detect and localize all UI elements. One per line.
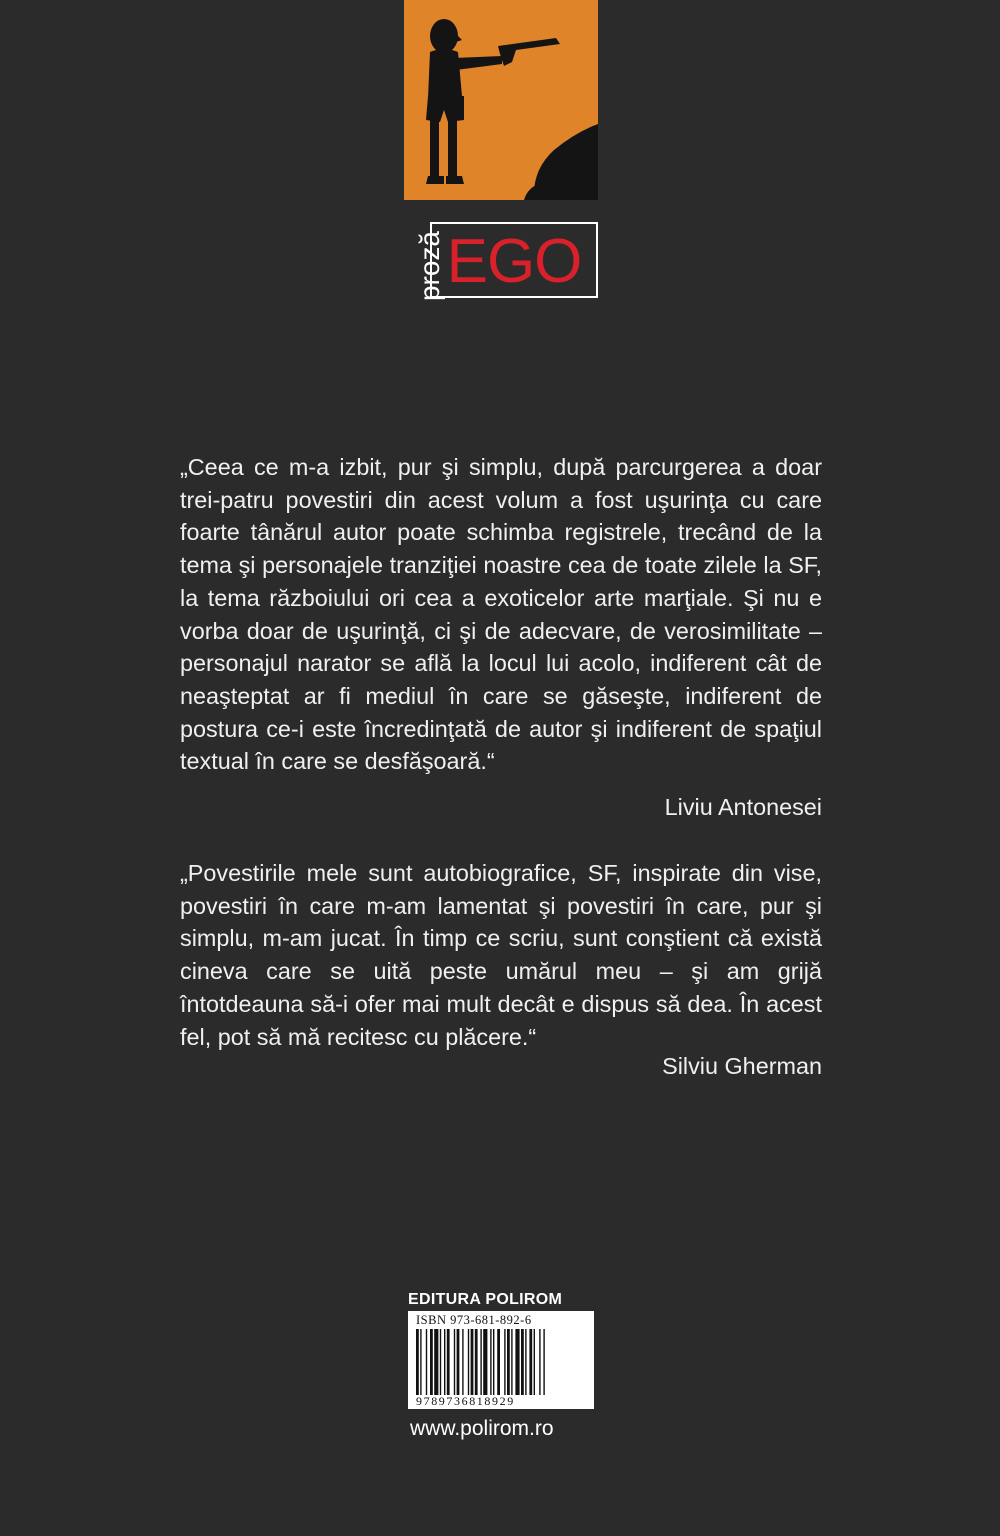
blurb-quote: „Povestirile mele sunt autobiografice, SF, inspirate din vise, povestiri în care m-am lamentat şi povestiri în care, pur şi simplu, m-am jucat. În timp ce scriu, sunt conştient că există cineva care se uită peste umărul meu – şi am grijă întotdeauna să-i ofer mai mult decât e dispus să dea. În acest fel, pot să mă recitesc cu plăcere.“ bbox=[180, 860, 822, 1050]
barcode-bars bbox=[416, 1329, 586, 1395]
isbn-label: ISBN 973-681-892-6 bbox=[416, 1313, 532, 1327]
publisher-name: EDITURA POLIROM bbox=[408, 1291, 563, 1308]
publisher-website: www.polirom.ro bbox=[410, 1417, 554, 1440]
barcode bbox=[408, 1311, 594, 1409]
blurb-quote: „Ceea ce m-a izbit, pur şi simplu, după parcurgerea a doar trei-patru povestiri din acest volum a fost uşurinţa cu care foarte tânărul autor poate schimba registrele, trecând de la tema şi personajele tranziţiei noastre cea de toate zilele la SF, la tema războiului ori cea a exoticelor arte marţiale. Şi nu e vorba doar de uşurinţă, ci şi de adecvare, de verosimilitate – personajul narator se află la locul lui acolo, indiferent cât de neaşteptat ar fi mediul în care se găseşte, indiferent de postura ce-i este încredinţată de autor şi indiferent de spaţiul textual în care se desfăşoară.“ bbox=[180, 454, 822, 775]
series-label: proză bbox=[414, 230, 445, 302]
blurb-author: Liviu Antonesei bbox=[664, 794, 822, 820]
series-logo-text: EGO bbox=[446, 227, 582, 296]
barcode-number: 9789736818929 bbox=[416, 1394, 515, 1408]
blurb-author: Silviu Gherman bbox=[662, 1053, 822, 1079]
series-logo bbox=[404, 222, 600, 302]
child-with-gun-silhouette-icon bbox=[404, 0, 598, 200]
cover-illustration bbox=[404, 0, 598, 200]
series-logo-box bbox=[430, 222, 598, 298]
